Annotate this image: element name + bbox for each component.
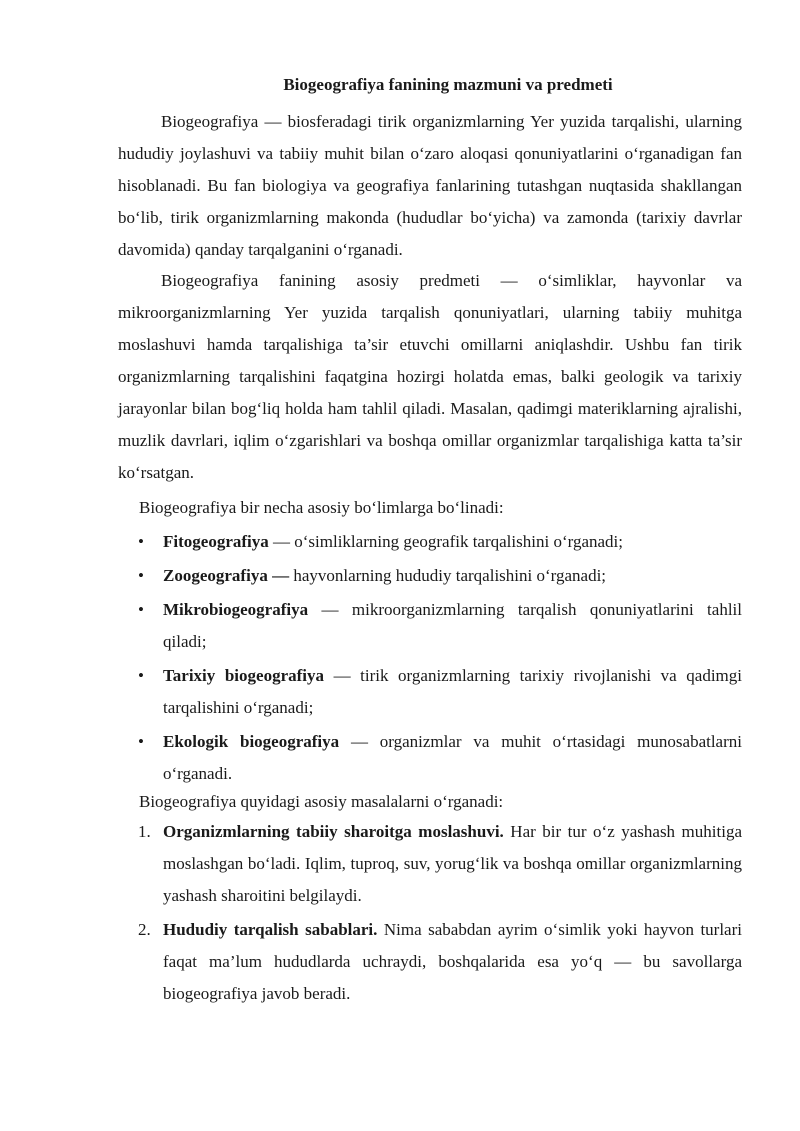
item-number: 2. [138, 920, 151, 939]
task-term: Organizmlarning tabiiy sharoitga moslashuvi. [163, 822, 504, 841]
section-term: Fitogeografiya [163, 532, 269, 551]
task-desc: Har bir tur o‘z yashash muhitiga moslashgan bo‘ladi. Iqlim, tuproq, suv, yorug‘lik va boshqa omillar organizmlarning yashash sharoitini belgilaydi. [163, 822, 742, 905]
sections-list [118, 526, 742, 792]
paragraph-subject: Biogeografiya fanining asosiy predmeti — o‘simliklar, hayvonlar va mikroorganizmlarning Yer yuzida tarqalish qonuniyatlari, ularning tabiiy muhitga moslashuvi hamda tarqalishiga ta’sir etuvchi omillarni aniqlashdir. Ushbu fan tirik organizmlarning tarqalishini faqatgina hozirgi holatda emas, balki geologik va tarixiy jarayonlar bilan bog‘liq holda ham tahlil qiladi. Masalan, qadimgi materiklarning ajralishi, muzlik davrlari, iqlim o‘zgarishlari va boshqa omillar organizmlar tarqalishiga katta ta’sir ko‘rsatgan. [118, 271, 742, 482]
section-desc: — mikroorganizmlarning tarqalish qonuniyatlarini tahlil qiladi; [163, 600, 742, 651]
section-desc: — o‘simliklarning geografik tarqalishini o‘rganadi; [268, 532, 623, 551]
tasks-intro: Biogeografiya quyidagi asosiy masalalarni o‘rganadi: [139, 792, 504, 811]
section-desc: — organizmlar va muhit o‘rtasidagi munosabatlarni o‘rganadi. [163, 732, 742, 783]
item-number: 1. [138, 822, 151, 841]
bullet-icon: • [138, 600, 144, 619]
section-term: Ekologik biogeografiya [163, 732, 340, 751]
task-desc: Nima sababdan ayrim o‘simlik yoki hayvon turlari faqat ma’lum hududlarda uchraydi, boshqalarida esa yo‘q — bu savollarga biogeografiya javob beradi. [163, 920, 742, 1003]
list-item [118, 816, 742, 912]
section-desc: — tirik organizmlarning tarixiy rivojlanishi va qadimgi tarqalishini o‘rganadi; [163, 666, 742, 717]
task-term: Hududiy tarqalish sabablari. [163, 920, 378, 939]
list-item [118, 914, 742, 1010]
section-term: Mikrobiogeografiya [163, 600, 309, 619]
list-item [118, 526, 742, 558]
bullet-icon: • [138, 532, 144, 551]
tasks-list [118, 816, 742, 1012]
bullet-icon: • [138, 732, 144, 751]
list-item [118, 726, 742, 790]
section-term: Zoogeografiya — [163, 566, 290, 585]
list-item [118, 594, 742, 658]
section-desc: hayvonlarning hududiy tarqalishini o‘rganadi; [289, 566, 607, 585]
paragraph-definition: Biogeografiya — biosferadagi tirik organizmlarning Yer yuzida tarqalishi, ularning hududiy joylashuvi va tabiiy muhit bilan o‘zaro aloqasi qonuniyatlarini o‘rganadigan fan hisoblanadi. Bu fan biologiya va geografiya fanlarining tutashgan nuqtasida shakllangan bo‘lib, tirik organizmlarning makonda (hududlar bo‘yicha) va zamonda (tarixiy davrlar davomida) qanday tarqalganini o‘rganadi. [118, 112, 742, 259]
section-term: Tarixiy biogeografiya [163, 666, 324, 685]
bullet-icon: • [138, 666, 144, 685]
list-item [118, 560, 742, 592]
list-item [118, 660, 742, 724]
sections-intro: Biogeografiya bir necha asosiy bo‘limlarga bo‘linadi: [139, 498, 504, 517]
document-title: Biogeografiya fanining mazmuni va predmeti [283, 75, 613, 94]
bullet-icon: • [138, 566, 144, 585]
